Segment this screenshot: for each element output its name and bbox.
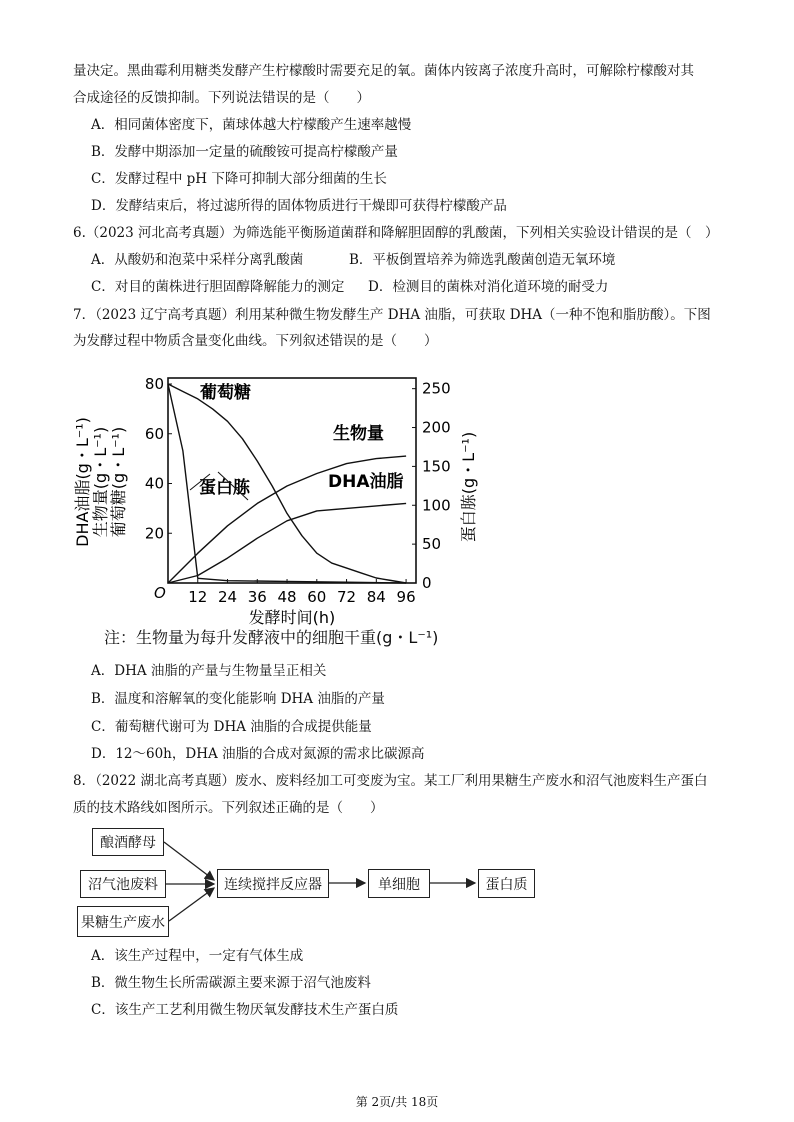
x-tick-label: 96 [396,588,416,606]
flow-box-protein: 蛋白质 [478,869,535,898]
q5-option-a: A．相同菌体密度下，菌球体越大柠檬酸产生速率越慢 [91,117,412,133]
y-right-axis-label: 蛋白胨(g・L⁻¹) [459,431,478,543]
series-line-4 [168,503,406,583]
y-left-axis-label: DHA油脂(g・L⁻¹) [73,417,92,547]
arrow-yeast-to-reactor [164,842,214,880]
series-label: 生物量 [333,424,384,444]
chart-note: 注：生物量为每升发酵液中的细胞干重(g・L⁻¹) [104,628,439,647]
series-label: 葡萄糖 [200,383,251,403]
arrow-wastewater-to-reactor [169,888,214,921]
x-tick-label: 72 [337,588,357,606]
q5-option-c: C．发酵过程中 pH 下降可抑制大部分细菌的生长 [91,171,387,187]
series-label: 蛋白胨 [199,478,250,498]
y-right-tick-label: 200 [422,418,451,437]
y-right-tick-label: 50 [422,535,442,554]
q5-option-b: B．发酵中期添加一定量的硫酸铵可提高柠檬酸产量 [91,144,398,160]
x-tick-label: 36 [247,588,267,606]
page-footer: 第 2页/共 18页 [355,1095,439,1109]
q7-option-c: C．葡萄糖代谢可为 DHA 油脂的合成提供能量 [91,719,372,735]
q8-option-c: C．该生产工艺利用微生物厌氧发酵技术生产蛋白质 [91,1002,399,1018]
x-tick-label: 24 [217,588,238,606]
fermentation-chart [70,362,490,632]
q7-option-d: D．12～60h，DHA 油脂的合成对氮源的需求比碳源高 [91,746,425,762]
q8-stem-line2: 质的技术路线如图所示。下列叙述正确的是（ ） [73,800,384,816]
q6-option-b: B．平板倒置培养为筛选乳酸菌创造无氧环境 [349,252,616,268]
y-left-tick-label: 20 [144,524,164,543]
x-tick-label: 12 [188,588,208,606]
q8-stem-line1: 8．（2022 湖北高考真题）废水、废料经加工可变废为宝。某工厂利用果糖生产废水和沼气池废料生产蛋白 [73,773,708,789]
x-tick-label: 48 [277,588,297,606]
y-left-tick-label: 60 [144,424,164,443]
y-right-tick-label: 0 [422,574,432,592]
y-right-tick-label: 100 [422,496,451,515]
flow-box-reactor: 连续搅拌反应器 [217,869,329,898]
flow-box-fructose-wastewater: 果糖生产废水 [77,906,169,937]
q7-option-b: B．温度和溶解氧的变化能影响 DHA 油脂的产量 [91,691,385,707]
origin-label: O [154,584,166,602]
y-left-tick-label: 40 [144,474,164,493]
y-left-tick-label: 80 [144,375,164,393]
flow-box-single-cell: 单细胞 [368,869,430,898]
flow-box-biogas-waste: 沼气池废料 [80,870,166,898]
series-label: DHA油脂 [328,472,404,492]
y-left-axis-label: 生物量(g・L⁻¹) [91,426,110,538]
y-right-tick-label: 250 [422,379,451,398]
q7-stem-line2: 为发酵过程中物质含量变化曲线。下列叙述错误的是（ ） [73,333,438,349]
q7-stem-line1: 7．（2023 辽宁高考真题）利用某种微生物发酵生产 DHA 油脂，可获取 DHA（一种不饱和脂肪酸）。下图 [73,307,711,323]
y-right-tick-label: 150 [422,457,451,476]
q5-stem-line1: 量决定。黑曲霉利用糖类发酵产生柠檬酸时需要充足的氧。菌体内铵离子浓度升高时，可解除柠檬酸对其 [73,63,694,79]
q8-option-b: B．微生物生长所需碳源主要来源于沼气池废料 [91,975,371,991]
q5-option-d: D．发酵结束后，将过滤所得的固体物质进行干燥即可获得柠檬酸产品 [91,198,507,214]
q6-stem: 6.（2023 河北高考真题）为筛选能平衡肠道菌群和降解胆固醇的乳酸菌，下列相关实验设计错误的是（ ） [73,225,719,241]
q8-option-a: A．该生产过程中，一定有气体生成 [91,948,304,964]
x-tick-label: 60 [307,588,327,606]
x-axis-label: 发酵时间(h) [248,608,336,627]
q6-option-d: D．检测目的菌株对消化道环境的耐受力 [368,279,609,295]
y-left-axis-label: 葡萄糖(g・L⁻¹) [109,426,128,538]
x-tick-label: 84 [366,588,386,606]
q5-stem-line2: 合成途径的反馈抑制。下列说法错误的是（ ） [73,90,370,106]
q6-option-c: C．对目的菌株进行胆固醇降解能力的测定 [91,279,345,295]
q6-option-a: A．从酸奶和泡菜中采样分离乳酸菌 [91,252,304,268]
flow-box-yeast: 酿酒酵母 [92,828,164,856]
q7-option-a: A．DHA 油脂的产量与生物量呈正相关 [91,663,327,679]
